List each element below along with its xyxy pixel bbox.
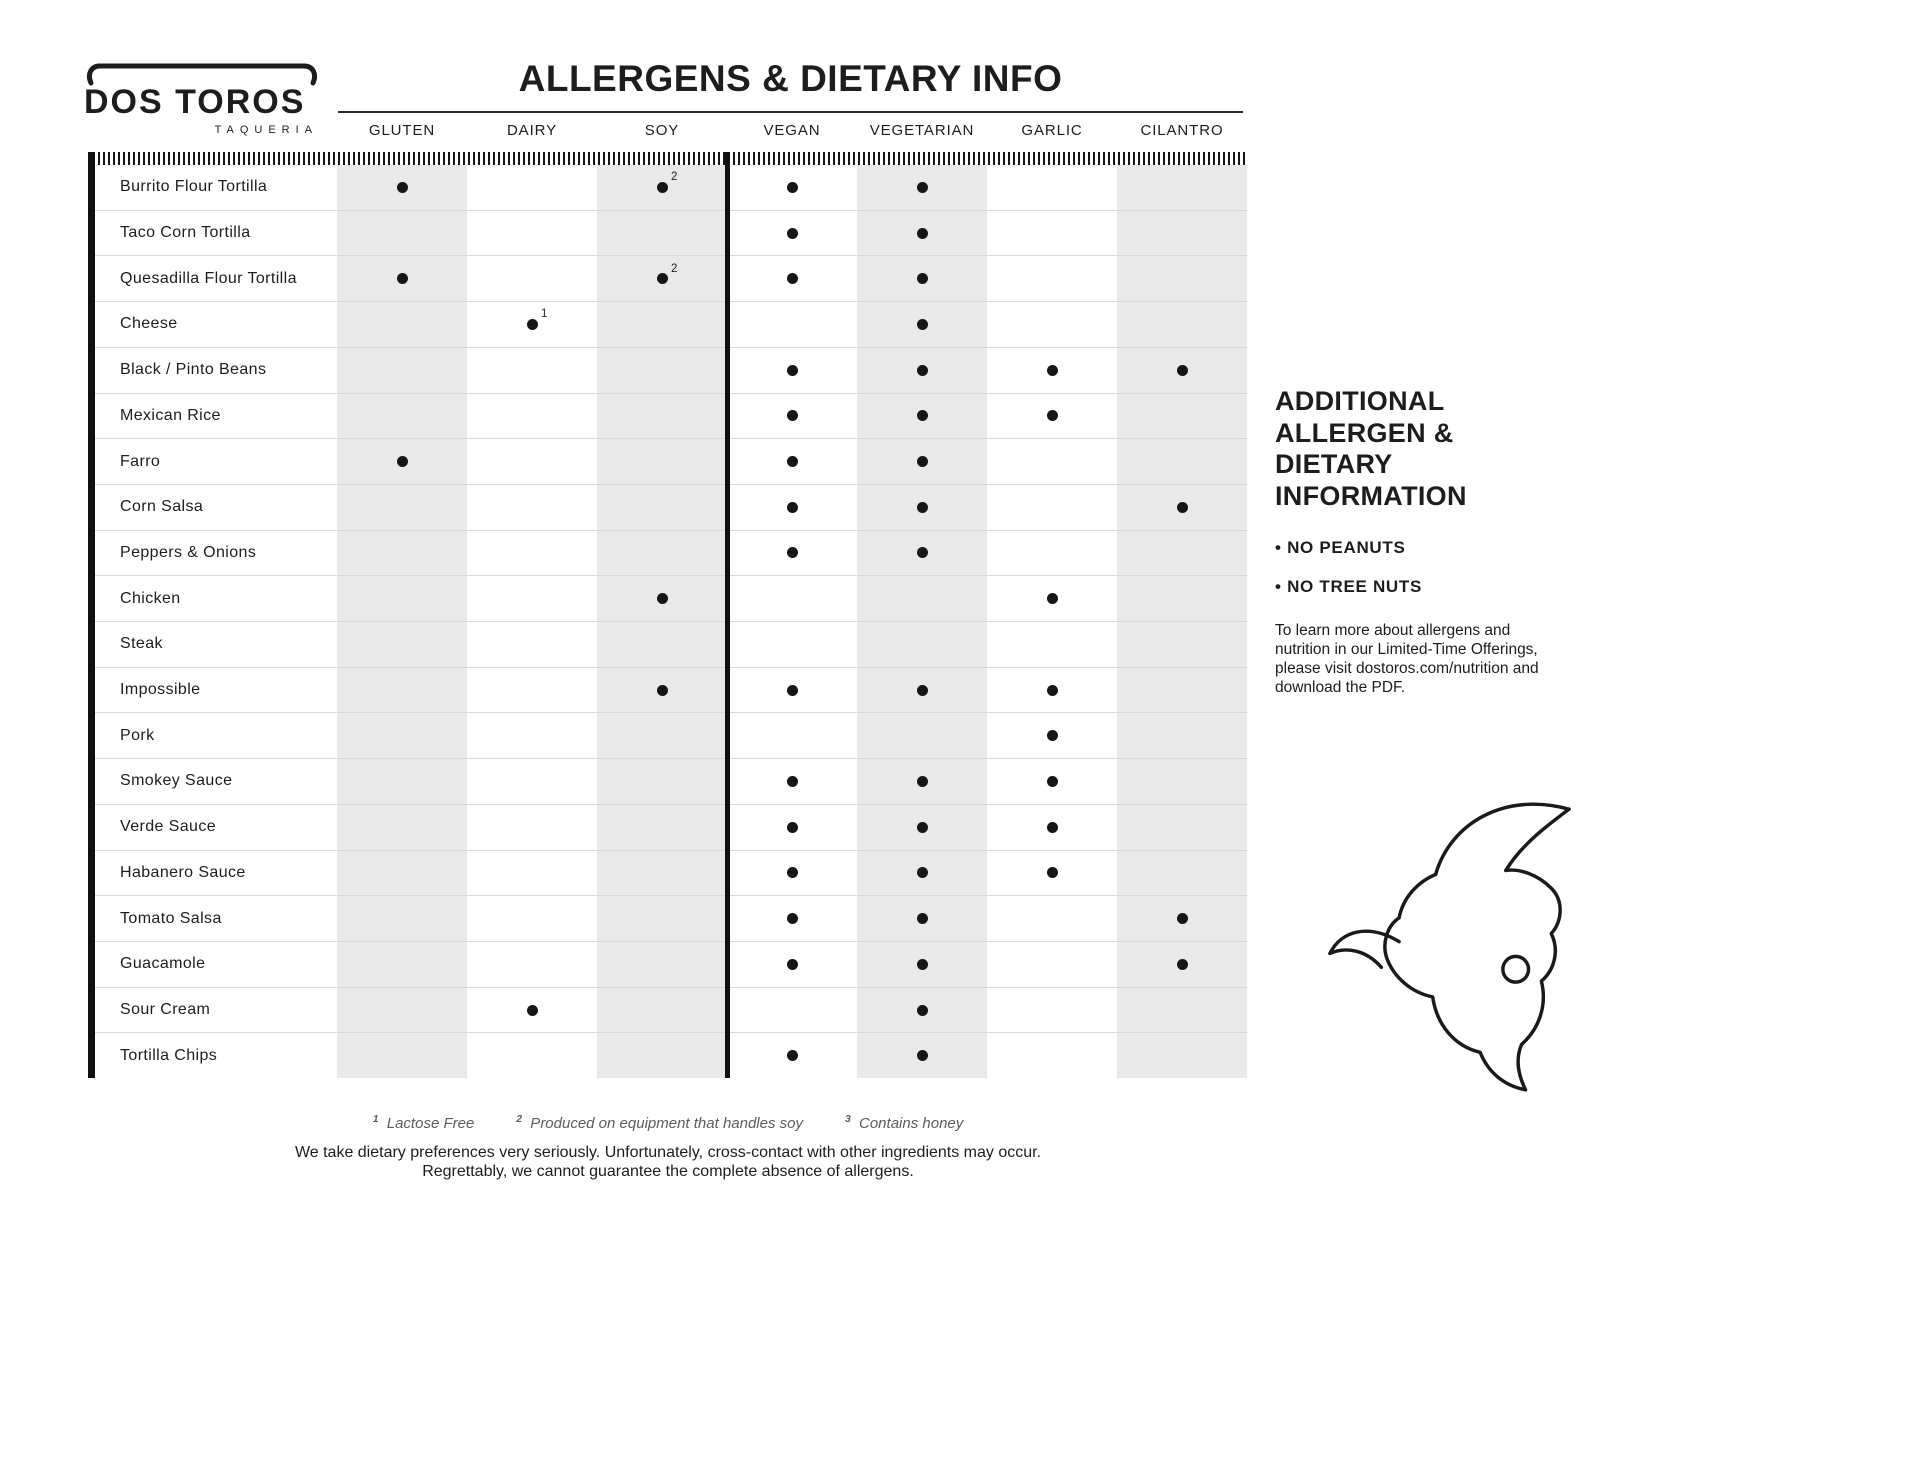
row-label: Taco Corn Tortilla	[120, 224, 251, 242]
allergen-dot	[787, 822, 798, 833]
allergen-dot	[1047, 685, 1058, 696]
row-label: Burrito Flour Tortilla	[120, 178, 268, 196]
table-row	[88, 165, 1248, 211]
header-rule	[338, 111, 1243, 113]
allergen-dot	[657, 273, 668, 284]
column-header-vegan: VEGAN	[763, 122, 821, 139]
column-header-garlic: GARLIC	[1021, 122, 1083, 139]
allergen-dot	[787, 685, 798, 696]
column-header-cilantro: CILANTRO	[1140, 122, 1224, 139]
table-row	[88, 531, 1248, 577]
allergen-dot	[1047, 593, 1058, 604]
allergen-dot	[787, 776, 798, 787]
allergen-dot	[1177, 959, 1188, 970]
footnote: $^2$ Produced on equipment that handles soy	[516, 1113, 803, 1132]
column-header-dairy: DAIRY	[506, 122, 558, 139]
allergen-dot	[787, 456, 798, 467]
logo-wordmark: DOS TOROS	[84, 83, 306, 121]
table-row	[88, 394, 1248, 440]
allergen-dot	[917, 410, 928, 421]
table-row	[88, 302, 1248, 348]
allergen-dot	[787, 502, 798, 513]
table-row	[88, 896, 1248, 942]
allergen-dot	[917, 547, 928, 558]
table-row	[88, 713, 1248, 759]
table-row	[88, 485, 1248, 531]
row-label: Habanero Sauce	[120, 863, 246, 881]
table-rows	[88, 165, 1248, 1078]
table-row	[88, 668, 1248, 714]
row-label: Mexican Rice	[120, 406, 221, 424]
allergen-dot	[657, 685, 668, 696]
allergen-dot	[1047, 365, 1058, 376]
disclaimer	[88, 1143, 1248, 1181]
bull-horns-icon	[84, 56, 320, 86]
allergen-dot	[917, 456, 928, 467]
row-label: Black / Pinto Beans	[120, 361, 267, 379]
footnote: $^3$ Contains honey	[845, 1113, 964, 1132]
allergen-dot	[917, 502, 928, 513]
column-header-soy: SOY	[644, 122, 680, 139]
disclaimer-line: We take dietary preferences very seriously. Unfortunately, cross-contact with other ingredients may occur.	[294, 1144, 1042, 1161]
row-label: Farro	[120, 452, 161, 470]
left-border-bar	[88, 152, 95, 1078]
row-label: Peppers & Onions	[120, 543, 257, 561]
allergen-dot	[917, 182, 928, 193]
row-label: Quesadilla Flour Tortilla	[120, 269, 297, 287]
row-label: Chicken	[120, 589, 181, 607]
allergen-dot	[917, 685, 928, 696]
allergen-dot	[917, 776, 928, 787]
allergen-dot	[527, 1005, 538, 1016]
allergen-dot	[917, 228, 928, 239]
table-row	[88, 256, 1248, 302]
allergen-dot	[917, 867, 928, 878]
disclaimer-line: Regrettably, we cannot guarantee the complete absence of allergens.	[422, 1163, 914, 1181]
allergen-dot	[917, 365, 928, 376]
table-row	[88, 576, 1248, 622]
sidebar-bullets	[1275, 538, 1422, 616]
allergen-dot	[917, 822, 928, 833]
allergen-dot	[1177, 913, 1188, 924]
page-title: ALLERGENS & DIETARY INFO	[518, 58, 1063, 99]
row-label: Steak	[120, 635, 163, 653]
allergen-dot	[527, 319, 538, 330]
logo-subtitle: TAQUERIA	[214, 124, 318, 136]
table-row	[88, 805, 1248, 851]
allergen-dot	[787, 365, 798, 376]
allergen-dietary-divider	[725, 152, 730, 1078]
row-label: Corn Salsa	[120, 498, 204, 516]
allergen-dot	[1177, 365, 1188, 376]
table-row	[88, 439, 1248, 485]
allergen-dot	[1047, 776, 1058, 787]
sidebar-note: To learn more about allergens and nutrition in our Limited-Time Offerings, please visit dostoros.com/nutrition and download the PDF.	[1275, 622, 1539, 696]
allergen-dot	[917, 959, 928, 970]
table-row	[88, 851, 1248, 897]
footnote-ref: 2	[671, 262, 678, 275]
row-label: Sour Cream	[120, 1001, 211, 1018]
row-label: Impossible	[120, 681, 201, 699]
table-row	[88, 759, 1248, 805]
allergen-dot	[657, 593, 668, 604]
column-headers	[88, 122, 1248, 144]
table-row	[88, 348, 1248, 394]
allergen-dot	[917, 1050, 928, 1061]
allergen-dot	[787, 867, 798, 878]
table-row	[88, 942, 1248, 988]
allergen-dot	[917, 273, 928, 284]
allergen-dot	[787, 913, 798, 924]
allergen-dot	[787, 273, 798, 284]
table-row	[88, 988, 1248, 1034]
tick-border	[88, 152, 1248, 165]
row-label: Pork	[120, 726, 155, 744]
row-label: Smokey Sauce	[120, 772, 233, 790]
footnotes	[88, 1113, 1248, 1132]
allergen-dot	[1047, 867, 1058, 878]
allergen-dot	[397, 182, 408, 193]
allergen-dot	[917, 1005, 928, 1016]
allergen-table	[88, 152, 1248, 1078]
allergen-dot	[787, 228, 798, 239]
sidebar-bullet: • NO PEANUTS	[1275, 538, 1406, 557]
table-row	[88, 211, 1248, 257]
column-header-gluten: GLUTEN	[368, 122, 436, 139]
table-row	[88, 622, 1248, 668]
footnote: $^1$ Lactose Free	[372, 1113, 475, 1132]
allergen-dot	[1047, 730, 1058, 741]
allergen-dot	[397, 273, 408, 284]
column-header-vegetarian: VEGETARIAN	[869, 122, 975, 139]
row-label: Guacamole	[120, 955, 206, 973]
table-row	[88, 1033, 1248, 1078]
allergen-dot	[787, 959, 798, 970]
allergen-dot	[787, 410, 798, 421]
allergen-dot	[657, 182, 668, 193]
allergen-dot	[1047, 410, 1058, 421]
sidebar-heading: ADDITIONAL ALLERGEN & DIETARY INFORMATION	[1275, 386, 1467, 511]
allergen-dot	[787, 182, 798, 193]
row-label: Tortilla Chips	[120, 1046, 218, 1064]
sidebar-bullet: • NO TREE NUTS	[1275, 577, 1423, 596]
allergen-dot	[917, 913, 928, 924]
bull-illustration	[1322, 780, 1574, 1118]
row-label: Tomato Salsa	[120, 909, 222, 927]
allergen-dot	[787, 547, 798, 558]
row-label: Cheese	[120, 315, 178, 333]
allergen-dot	[1047, 822, 1058, 833]
footnote-ref: 2	[671, 171, 678, 184]
footnote-ref: 1	[541, 308, 548, 321]
allergen-dot	[787, 1050, 798, 1061]
row-label: Verde Sauce	[120, 818, 217, 836]
allergen-dot	[917, 319, 928, 330]
allergen-dot	[397, 456, 408, 467]
allergen-dot	[1177, 502, 1188, 513]
